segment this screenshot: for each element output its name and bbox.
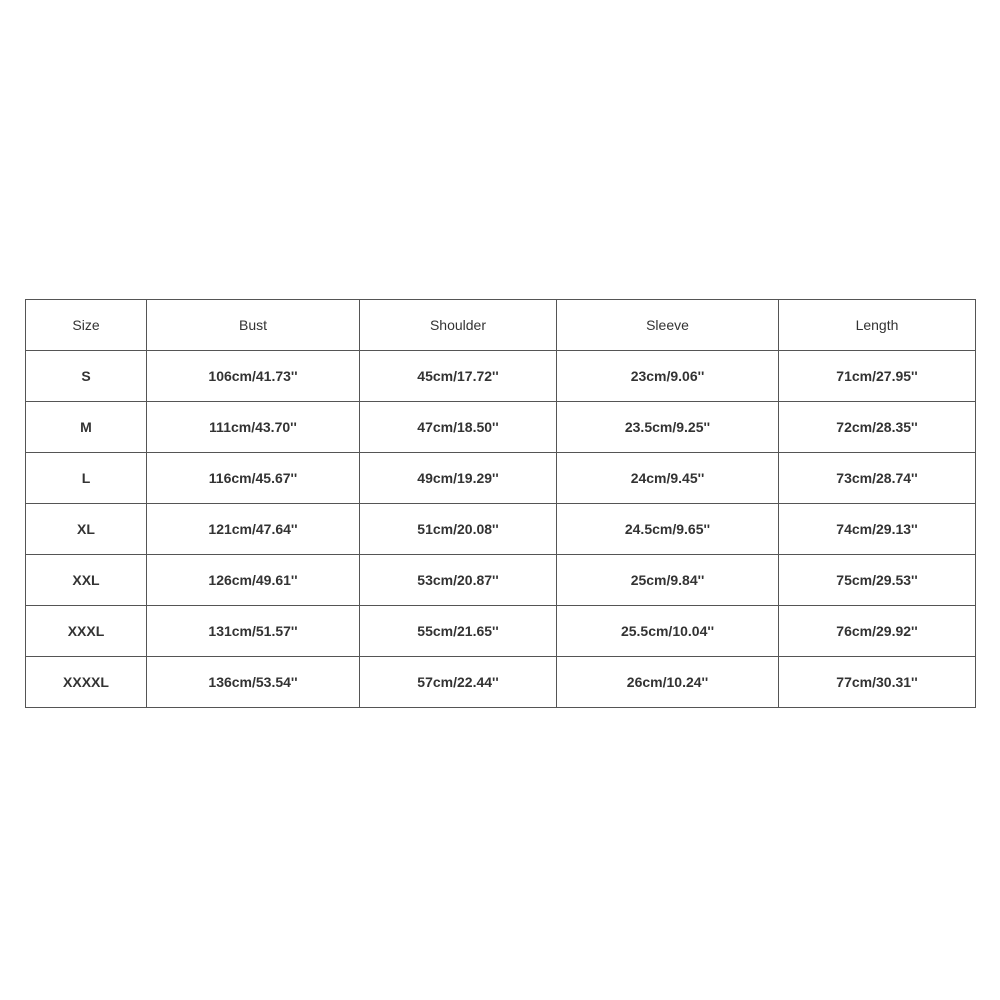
table-row: [26, 453, 976, 504]
table-row: [26, 402, 976, 453]
bust-cell: 126cm/49.61'': [147, 555, 360, 606]
size-cell: XXL: [26, 555, 147, 606]
size-cell: XL: [26, 504, 147, 555]
length-cell: 72cm/28.35'': [779, 402, 976, 453]
sleeve-cell: 25cm/9.84'': [557, 555, 779, 606]
table-row: [26, 555, 976, 606]
header-shoulder: Shoulder: [360, 300, 557, 351]
bust-cell: 136cm/53.54'': [147, 657, 360, 708]
sleeve-cell: 24cm/9.45'': [557, 453, 779, 504]
length-cell: 75cm/29.53'': [779, 555, 976, 606]
size-cell: L: [26, 453, 147, 504]
table-row: [26, 351, 976, 402]
bust-cell: 106cm/41.73'': [147, 351, 360, 402]
table-row: [26, 606, 976, 657]
header-row: [26, 300, 976, 351]
length-cell: 76cm/29.92'': [779, 606, 976, 657]
size-cell: XXXL: [26, 606, 147, 657]
length-cell: 73cm/28.74'': [779, 453, 976, 504]
shoulder-cell: 55cm/21.65'': [360, 606, 557, 657]
header-bust: Bust: [147, 300, 360, 351]
length-cell: 77cm/30.31'': [779, 657, 976, 708]
shoulder-cell: 49cm/19.29'': [360, 453, 557, 504]
table-row: [26, 657, 976, 708]
sleeve-cell: 23cm/9.06'': [557, 351, 779, 402]
header-sleeve: Sleeve: [557, 300, 779, 351]
sleeve-cell: 25.5cm/10.04'': [557, 606, 779, 657]
length-cell: 74cm/29.13'': [779, 504, 976, 555]
size-chart-table: [25, 299, 976, 708]
sleeve-cell: 24.5cm/9.65'': [557, 504, 779, 555]
shoulder-cell: 57cm/22.44'': [360, 657, 557, 708]
header-size: Size: [26, 300, 147, 351]
bust-cell: 116cm/45.67'': [147, 453, 360, 504]
sleeve-cell: 26cm/10.24'': [557, 657, 779, 708]
shoulder-cell: 53cm/20.87'': [360, 555, 557, 606]
sleeve-cell: 23.5cm/9.25'': [557, 402, 779, 453]
table-row: [26, 504, 976, 555]
shoulder-cell: 45cm/17.72'': [360, 351, 557, 402]
header-length: Length: [779, 300, 976, 351]
shoulder-cell: 51cm/20.08'': [360, 504, 557, 555]
size-cell: S: [26, 351, 147, 402]
bust-cell: 131cm/51.57'': [147, 606, 360, 657]
bust-cell: 121cm/47.64'': [147, 504, 360, 555]
bust-cell: 111cm/43.70'': [147, 402, 360, 453]
length-cell: 71cm/27.95'': [779, 351, 976, 402]
shoulder-cell: 47cm/18.50'': [360, 402, 557, 453]
size-cell: XXXXL: [26, 657, 147, 708]
size-cell: M: [26, 402, 147, 453]
